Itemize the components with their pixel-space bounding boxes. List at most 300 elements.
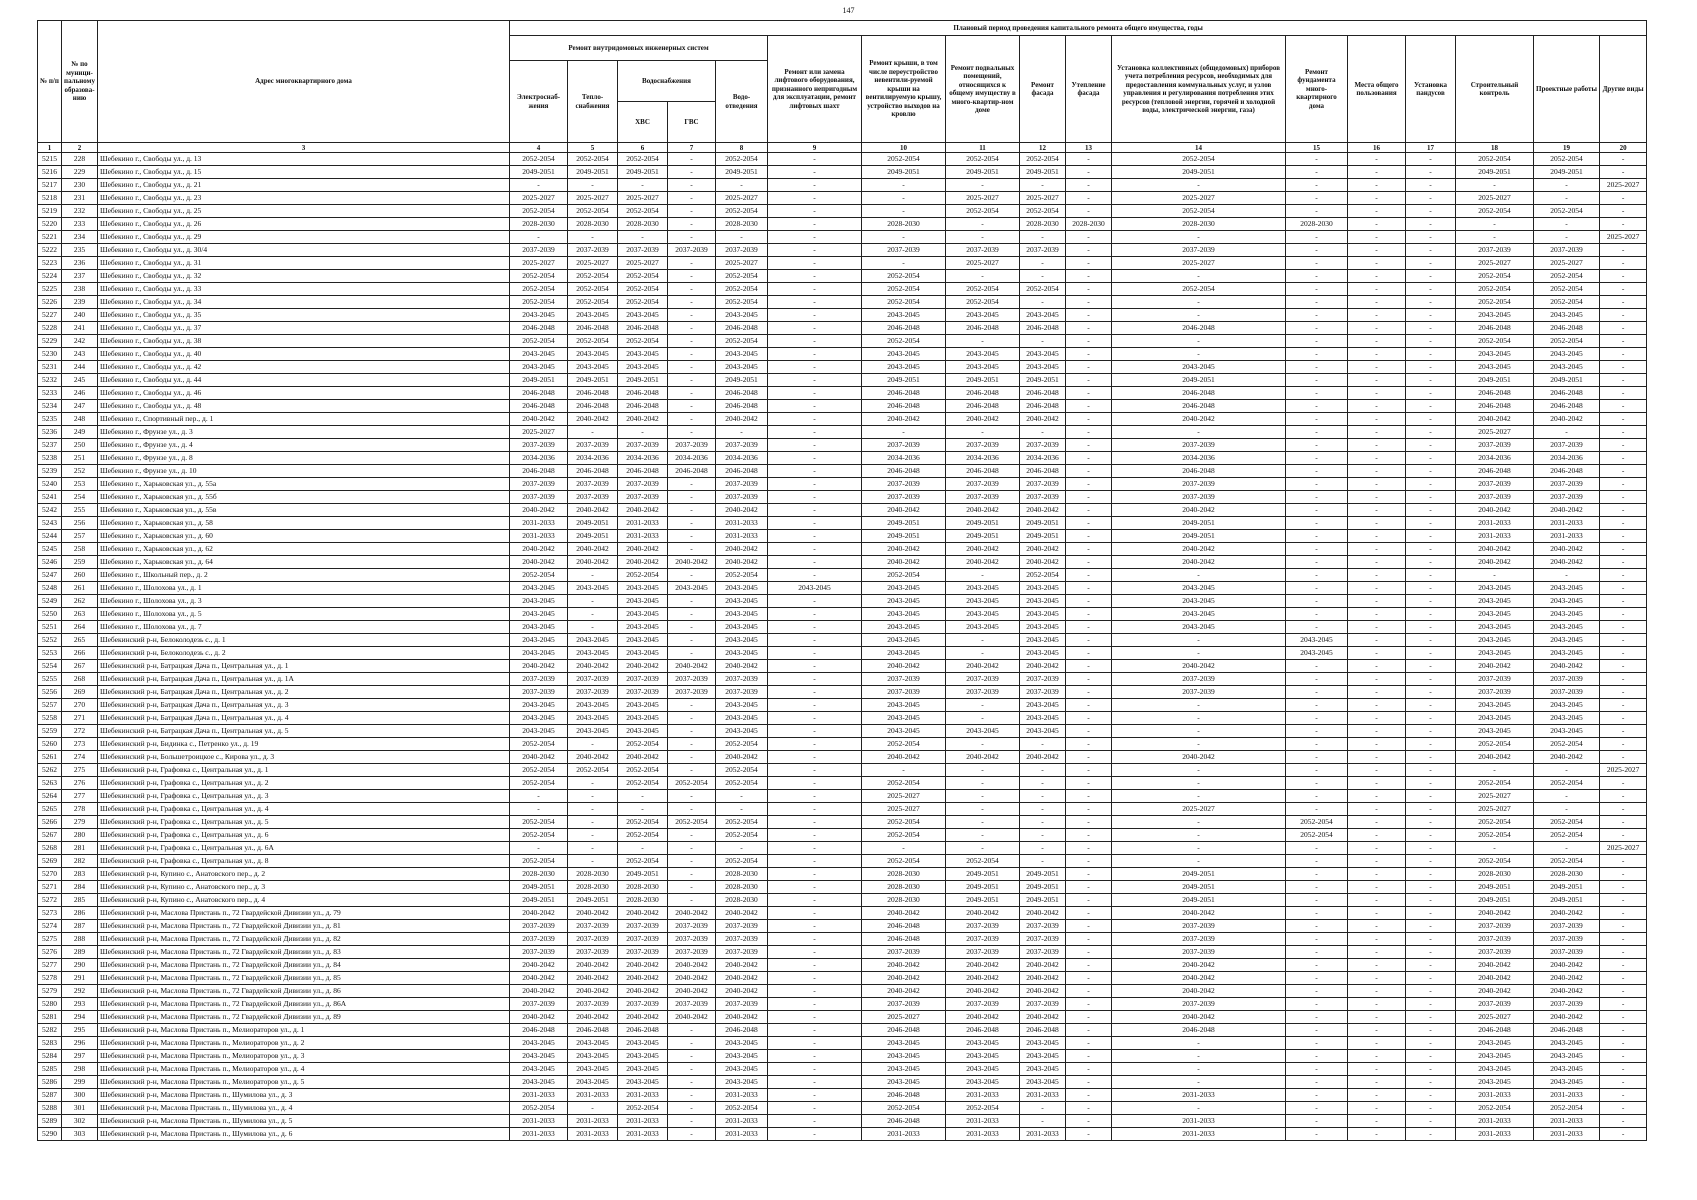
heat-cell: 2052-2054 bbox=[568, 153, 618, 166]
electric-cell: 2052-2054 bbox=[510, 764, 568, 777]
row-num-cell: 5280 bbox=[38, 998, 62, 1011]
ramps-cell: - bbox=[1406, 1037, 1456, 1050]
gvs-cell: - bbox=[668, 764, 716, 777]
insulation-cell: - bbox=[1066, 348, 1112, 361]
address-cell: Шебекинский р-н, Маслова Пристань п., Мелиораторов ул., д. 2 bbox=[98, 1037, 510, 1050]
ramps-cell: - bbox=[1406, 166, 1456, 179]
row-num-cell: 5251 bbox=[38, 621, 62, 634]
column-number: 10 bbox=[862, 143, 946, 153]
basement-cell: 2040-2042 bbox=[946, 1011, 1020, 1024]
heat-cell: 2043-2045 bbox=[568, 348, 618, 361]
address-cell: Шебекинский р-н, Маслова Пристань п., 72 Гвардейской Дивизии ул., д. 86А bbox=[98, 998, 510, 1011]
meters-cell: 2037-2039 bbox=[1112, 439, 1286, 452]
meters-cell: 2040-2042 bbox=[1112, 660, 1286, 673]
common-areas-cell: - bbox=[1348, 777, 1406, 790]
construction-control-cell: 2052-2054 bbox=[1456, 296, 1534, 309]
roof-cell: 2040-2042 bbox=[862, 556, 946, 569]
basement-cell: 2025-2027 bbox=[946, 192, 1020, 205]
mun-num-cell: 249 bbox=[62, 426, 98, 439]
electric-cell: - bbox=[510, 179, 568, 192]
table-row bbox=[38, 374, 1647, 387]
design-cell: - bbox=[1534, 426, 1600, 439]
foundation-cell: - bbox=[1286, 1024, 1348, 1037]
table-row bbox=[38, 777, 1647, 790]
ramps-cell: - bbox=[1406, 569, 1456, 582]
address-cell: Шебекино г., Фрунзе ул., д. 3 bbox=[98, 426, 510, 439]
gvs-cell: - bbox=[668, 725, 716, 738]
row-num-cell: 5231 bbox=[38, 361, 62, 374]
electric-cell: 2025-2027 bbox=[510, 192, 568, 205]
table-row bbox=[38, 413, 1647, 426]
meters-cell: 2040-2042 bbox=[1112, 751, 1286, 764]
heat-cell: 2037-2039 bbox=[568, 673, 618, 686]
heat-cell: 2028-2030 bbox=[568, 218, 618, 231]
gvs-cell: - bbox=[668, 283, 716, 296]
column-number: 19 bbox=[1534, 143, 1600, 153]
heat-cell: 2040-2042 bbox=[568, 660, 618, 673]
facade-cell: 2043-2045 bbox=[1020, 1037, 1066, 1050]
common-areas-cell: - bbox=[1348, 907, 1406, 920]
heat-cell: 2037-2039 bbox=[568, 439, 618, 452]
facade-cell: 2040-2042 bbox=[1020, 751, 1066, 764]
gvs-cell: - bbox=[668, 803, 716, 816]
sewer-cell: 2037-2039 bbox=[716, 491, 768, 504]
heat-cell: - bbox=[568, 569, 618, 582]
other-cell: - bbox=[1600, 907, 1647, 920]
facade-cell: 2037-2039 bbox=[1020, 673, 1066, 686]
facade-cell: 2037-2039 bbox=[1020, 478, 1066, 491]
gvs-cell: 2040-2042 bbox=[668, 972, 716, 985]
lift-cell: - bbox=[768, 543, 862, 556]
lift-cell: - bbox=[768, 842, 862, 855]
foundation-cell: - bbox=[1286, 504, 1348, 517]
common-areas-cell: - bbox=[1348, 972, 1406, 985]
roof-cell: 2025-2027 bbox=[862, 803, 946, 816]
table-row bbox=[38, 283, 1647, 296]
heat-cell: 2046-2048 bbox=[568, 387, 618, 400]
design-cell: - bbox=[1534, 218, 1600, 231]
mun-num-cell: 257 bbox=[62, 530, 98, 543]
design-cell: 2052-2054 bbox=[1534, 855, 1600, 868]
table-row bbox=[38, 166, 1647, 179]
facade-cell: 2043-2045 bbox=[1020, 595, 1066, 608]
gvs-cell: - bbox=[668, 153, 716, 166]
header-mun-num: № по муници-пальному образова-нию bbox=[62, 21, 98, 143]
ramps-cell: - bbox=[1406, 491, 1456, 504]
lift-cell: - bbox=[768, 738, 862, 751]
meters-cell: 2043-2045 bbox=[1112, 608, 1286, 621]
mun-num-cell: 266 bbox=[62, 647, 98, 660]
mun-num-cell: 277 bbox=[62, 790, 98, 803]
heat-cell: 2046-2048 bbox=[568, 465, 618, 478]
construction-control-cell: 2043-2045 bbox=[1456, 1037, 1534, 1050]
heat-cell: 2043-2045 bbox=[568, 712, 618, 725]
common-areas-cell: - bbox=[1348, 530, 1406, 543]
meters-cell: 2040-2042 bbox=[1112, 972, 1286, 985]
design-cell: 2040-2042 bbox=[1534, 504, 1600, 517]
heat-cell: 2040-2042 bbox=[568, 751, 618, 764]
meters-cell: 2049-2051 bbox=[1112, 517, 1286, 530]
facade-cell: 2037-2039 bbox=[1020, 244, 1066, 257]
electric-cell: 2037-2039 bbox=[510, 439, 568, 452]
design-cell: 2031-2033 bbox=[1534, 530, 1600, 543]
basement-cell: 2052-2054 bbox=[946, 296, 1020, 309]
electric-cell: 2043-2045 bbox=[510, 1050, 568, 1063]
sewer-cell: - bbox=[716, 842, 768, 855]
construction-control-cell: 2028-2030 bbox=[1456, 868, 1534, 881]
ramps-cell: - bbox=[1406, 153, 1456, 166]
row-num-cell: 5282 bbox=[38, 1024, 62, 1037]
foundation-cell: - bbox=[1286, 1063, 1348, 1076]
other-cell: - bbox=[1600, 855, 1647, 868]
basement-cell: 2043-2045 bbox=[946, 725, 1020, 738]
header-design: Проектные работы bbox=[1534, 36, 1600, 143]
lift-cell: - bbox=[768, 764, 862, 777]
common-areas-cell: - bbox=[1348, 218, 1406, 231]
gvs-cell: - bbox=[668, 166, 716, 179]
common-areas-cell: - bbox=[1348, 1128, 1406, 1141]
construction-control-cell: 2052-2054 bbox=[1456, 270, 1534, 283]
construction-control-cell: 2031-2033 bbox=[1456, 1115, 1534, 1128]
heat-cell: 2037-2039 bbox=[568, 933, 618, 946]
meters-cell: 2049-2051 bbox=[1112, 374, 1286, 387]
facade-cell: 2049-2051 bbox=[1020, 374, 1066, 387]
address-cell: Шебекинский р-н, Батрацкая Дача п., Центральная ул., д. 2 bbox=[98, 686, 510, 699]
design-cell: 2052-2054 bbox=[1534, 738, 1600, 751]
meters-cell: 2040-2042 bbox=[1112, 1011, 1286, 1024]
basement-cell: 2052-2054 bbox=[946, 153, 1020, 166]
electric-cell: - bbox=[510, 803, 568, 816]
insulation-cell: - bbox=[1066, 582, 1112, 595]
insulation-cell: 2028-2030 bbox=[1066, 218, 1112, 231]
insulation-cell: - bbox=[1066, 530, 1112, 543]
ramps-cell: - bbox=[1406, 543, 1456, 556]
other-cell: - bbox=[1600, 920, 1647, 933]
gvs-cell: 2040-2042 bbox=[668, 985, 716, 998]
mun-num-cell: 287 bbox=[62, 920, 98, 933]
meters-cell: - bbox=[1112, 816, 1286, 829]
facade-cell: - bbox=[1020, 1115, 1066, 1128]
other-cell: - bbox=[1600, 1115, 1647, 1128]
mun-num-cell: 262 bbox=[62, 595, 98, 608]
electric-cell: 2037-2039 bbox=[510, 673, 568, 686]
lift-cell: - bbox=[768, 959, 862, 972]
meters-cell: 2025-2027 bbox=[1112, 257, 1286, 270]
foundation-cell: - bbox=[1286, 166, 1348, 179]
heat-cell: - bbox=[568, 608, 618, 621]
header-engineering: Ремонт внутридомовых инженерных систем bbox=[510, 36, 768, 61]
basement-cell: 2046-2048 bbox=[946, 322, 1020, 335]
facade-cell: 2049-2051 bbox=[1020, 894, 1066, 907]
common-areas-cell: - bbox=[1348, 881, 1406, 894]
ramps-cell: - bbox=[1406, 959, 1456, 972]
address-cell: Шебекино г., Свободы ул., д. 29 bbox=[98, 231, 510, 244]
ramps-cell: - bbox=[1406, 179, 1456, 192]
facade-cell: 2049-2051 bbox=[1020, 517, 1066, 530]
facade-cell: 2046-2048 bbox=[1020, 387, 1066, 400]
insulation-cell: - bbox=[1066, 400, 1112, 413]
address-cell: Шебекино г., Свободы ул., д. 21 bbox=[98, 179, 510, 192]
sewer-cell: 2052-2054 bbox=[716, 153, 768, 166]
sewer-cell: 2052-2054 bbox=[716, 270, 768, 283]
meters-cell: 2046-2048 bbox=[1112, 465, 1286, 478]
hvs-cell: 2040-2042 bbox=[618, 751, 668, 764]
common-areas-cell: - bbox=[1348, 1037, 1406, 1050]
hvs-cell: - bbox=[618, 842, 668, 855]
address-cell: Шебекино г., Свободы ул., д. 46 bbox=[98, 387, 510, 400]
roof-cell: 2043-2045 bbox=[862, 582, 946, 595]
construction-control-cell: 2046-2048 bbox=[1456, 322, 1534, 335]
construction-control-cell: 2052-2054 bbox=[1456, 816, 1534, 829]
common-areas-cell: - bbox=[1348, 933, 1406, 946]
design-cell: 2040-2042 bbox=[1534, 660, 1600, 673]
lift-cell: - bbox=[768, 660, 862, 673]
row-num-cell: 5241 bbox=[38, 491, 62, 504]
ramps-cell: - bbox=[1406, 400, 1456, 413]
roof-cell: 2046-2048 bbox=[862, 465, 946, 478]
address-cell: Шебекинский р-н, Батрацкая Дача п., Центральная ул., д. 4 bbox=[98, 712, 510, 725]
construction-control-cell: 2031-2033 bbox=[1456, 1128, 1534, 1141]
roof-cell: 2052-2054 bbox=[862, 738, 946, 751]
foundation-cell: - bbox=[1286, 868, 1348, 881]
facade-cell: 2040-2042 bbox=[1020, 1011, 1066, 1024]
mun-num-cell: 236 bbox=[62, 257, 98, 270]
facade-cell: - bbox=[1020, 1102, 1066, 1115]
insulation-cell: - bbox=[1066, 309, 1112, 322]
roof-cell: 2037-2039 bbox=[862, 478, 946, 491]
other-cell: - bbox=[1600, 192, 1647, 205]
basement-cell: 2043-2045 bbox=[946, 309, 1020, 322]
roof-cell: 2049-2051 bbox=[862, 517, 946, 530]
hvs-cell: 2052-2054 bbox=[618, 153, 668, 166]
mun-num-cell: 268 bbox=[62, 673, 98, 686]
row-num-cell: 5215 bbox=[38, 153, 62, 166]
basement-cell: 2043-2045 bbox=[946, 1063, 1020, 1076]
meters-cell: 2031-2033 bbox=[1112, 1115, 1286, 1128]
hvs-cell: 2052-2054 bbox=[618, 777, 668, 790]
column-number: 13 bbox=[1066, 143, 1112, 153]
common-areas-cell: - bbox=[1348, 556, 1406, 569]
sewer-cell: 2034-2036 bbox=[716, 452, 768, 465]
electric-cell: - bbox=[510, 231, 568, 244]
common-areas-cell: - bbox=[1348, 296, 1406, 309]
construction-control-cell: 2037-2039 bbox=[1456, 673, 1534, 686]
foundation-cell: - bbox=[1286, 595, 1348, 608]
common-areas-cell: - bbox=[1348, 569, 1406, 582]
facade-cell: 2043-2045 bbox=[1020, 1050, 1066, 1063]
sewer-cell: 2037-2039 bbox=[716, 439, 768, 452]
ramps-cell: - bbox=[1406, 361, 1456, 374]
heat-cell: 2043-2045 bbox=[568, 725, 618, 738]
construction-control-cell: 2037-2039 bbox=[1456, 478, 1534, 491]
other-cell: - bbox=[1600, 608, 1647, 621]
electric-cell: 2052-2054 bbox=[510, 283, 568, 296]
basement-cell: - bbox=[946, 738, 1020, 751]
roof-cell: 2040-2042 bbox=[862, 972, 946, 985]
header-common-areas: Места общего пользования bbox=[1348, 36, 1406, 143]
row-num-cell: 5223 bbox=[38, 257, 62, 270]
electric-cell: 2043-2045 bbox=[510, 1076, 568, 1089]
insulation-cell: - bbox=[1066, 751, 1112, 764]
foundation-cell: - bbox=[1286, 803, 1348, 816]
meters-cell: - bbox=[1112, 335, 1286, 348]
lift-cell: - bbox=[768, 504, 862, 517]
construction-control-cell: 2049-2051 bbox=[1456, 894, 1534, 907]
lift-cell: - bbox=[768, 1037, 862, 1050]
construction-control-cell: 2031-2033 bbox=[1456, 530, 1534, 543]
common-areas-cell: - bbox=[1348, 192, 1406, 205]
mun-num-cell: 243 bbox=[62, 348, 98, 361]
meters-cell: 2037-2039 bbox=[1112, 673, 1286, 686]
other-cell: - bbox=[1600, 335, 1647, 348]
insulation-cell: - bbox=[1066, 244, 1112, 257]
basement-cell: 2049-2051 bbox=[946, 530, 1020, 543]
roof-cell: 2043-2045 bbox=[862, 634, 946, 647]
construction-control-cell: 2043-2045 bbox=[1456, 621, 1534, 634]
other-cell: - bbox=[1600, 517, 1647, 530]
foundation-cell: - bbox=[1286, 933, 1348, 946]
ramps-cell: - bbox=[1406, 647, 1456, 660]
design-cell: 2049-2051 bbox=[1534, 374, 1600, 387]
electric-cell: 2040-2042 bbox=[510, 543, 568, 556]
basement-cell: 2043-2045 bbox=[946, 595, 1020, 608]
basement-cell: - bbox=[946, 426, 1020, 439]
basement-cell: 2049-2051 bbox=[946, 517, 1020, 530]
other-cell: - bbox=[1600, 439, 1647, 452]
foundation-cell: - bbox=[1286, 374, 1348, 387]
other-cell: - bbox=[1600, 712, 1647, 725]
basement-cell: 2037-2039 bbox=[946, 491, 1020, 504]
construction-control-cell: 2034-2036 bbox=[1456, 452, 1534, 465]
common-areas-cell: - bbox=[1348, 179, 1406, 192]
heat-cell: - bbox=[568, 829, 618, 842]
header-electric: Электроснаб-жения bbox=[510, 61, 568, 143]
construction-control-cell: 2052-2054 bbox=[1456, 777, 1534, 790]
meters-cell: 2037-2039 bbox=[1112, 686, 1286, 699]
address-cell: Шебекино г., Фрунзе ул., д. 8 bbox=[98, 452, 510, 465]
common-areas-cell: - bbox=[1348, 790, 1406, 803]
row-num-cell: 5261 bbox=[38, 751, 62, 764]
row-num-cell: 5233 bbox=[38, 387, 62, 400]
table-row bbox=[38, 621, 1647, 634]
gvs-cell: - bbox=[668, 1115, 716, 1128]
sewer-cell: 2037-2039 bbox=[716, 933, 768, 946]
row-num-cell: 5255 bbox=[38, 673, 62, 686]
facade-cell: - bbox=[1020, 816, 1066, 829]
construction-control-cell: 2043-2045 bbox=[1456, 699, 1534, 712]
roof-cell: - bbox=[862, 231, 946, 244]
other-cell: - bbox=[1600, 803, 1647, 816]
hvs-cell: 2043-2045 bbox=[618, 582, 668, 595]
electric-cell: 2049-2051 bbox=[510, 894, 568, 907]
foundation-cell: - bbox=[1286, 608, 1348, 621]
sewer-cell: - bbox=[716, 179, 768, 192]
address-cell: Шебекинский р-н, Графовка с., Центральная ул., д. 2 bbox=[98, 777, 510, 790]
insulation-cell: - bbox=[1066, 803, 1112, 816]
common-areas-cell: - bbox=[1348, 1115, 1406, 1128]
facade-cell: 2043-2045 bbox=[1020, 1076, 1066, 1089]
insulation-cell: - bbox=[1066, 829, 1112, 842]
common-areas-cell: - bbox=[1348, 868, 1406, 881]
lift-cell: - bbox=[768, 465, 862, 478]
other-cell: - bbox=[1600, 322, 1647, 335]
gvs-cell: - bbox=[668, 634, 716, 647]
lift-cell: - bbox=[768, 1089, 862, 1102]
meters-cell: 2043-2045 bbox=[1112, 582, 1286, 595]
row-num-cell: 5226 bbox=[38, 296, 62, 309]
address-cell: Шебекино г., Свободы ул., д. 42 bbox=[98, 361, 510, 374]
electric-cell: 2043-2045 bbox=[510, 309, 568, 322]
gvs-cell: - bbox=[668, 621, 716, 634]
design-cell: 2046-2048 bbox=[1534, 465, 1600, 478]
table-row bbox=[38, 1128, 1647, 1141]
other-cell: - bbox=[1600, 452, 1647, 465]
construction-control-cell: - bbox=[1456, 231, 1534, 244]
mun-num-cell: 272 bbox=[62, 725, 98, 738]
ramps-cell: - bbox=[1406, 1024, 1456, 1037]
hvs-cell: 2043-2045 bbox=[618, 309, 668, 322]
design-cell: 2043-2045 bbox=[1534, 361, 1600, 374]
construction-control-cell: 2043-2045 bbox=[1456, 595, 1534, 608]
meters-cell: 2049-2051 bbox=[1112, 530, 1286, 543]
gvs-cell: - bbox=[668, 309, 716, 322]
foundation-cell: - bbox=[1286, 569, 1348, 582]
mun-num-cell: 244 bbox=[62, 361, 98, 374]
other-cell: 2025-2027 bbox=[1600, 179, 1647, 192]
table-row bbox=[38, 1050, 1647, 1063]
ramps-cell: - bbox=[1406, 985, 1456, 998]
hvs-cell: 2043-2045 bbox=[618, 595, 668, 608]
basement-cell: 2043-2045 bbox=[946, 1050, 1020, 1063]
sewer-cell: 2040-2042 bbox=[716, 413, 768, 426]
foundation-cell: - bbox=[1286, 296, 1348, 309]
common-areas-cell: - bbox=[1348, 725, 1406, 738]
electric-cell: 2043-2045 bbox=[510, 647, 568, 660]
insulation-cell: - bbox=[1066, 946, 1112, 959]
common-areas-cell: - bbox=[1348, 517, 1406, 530]
roof-cell: 2052-2054 bbox=[862, 816, 946, 829]
sewer-cell: 2043-2045 bbox=[716, 1063, 768, 1076]
lift-cell: - bbox=[768, 413, 862, 426]
foundation-cell: - bbox=[1286, 257, 1348, 270]
roof-cell: - bbox=[862, 179, 946, 192]
sewer-cell: - bbox=[716, 231, 768, 244]
heat-cell: 2043-2045 bbox=[568, 1076, 618, 1089]
lift-cell: - bbox=[768, 1024, 862, 1037]
table-row bbox=[38, 296, 1647, 309]
hvs-cell: 2052-2054 bbox=[618, 335, 668, 348]
hvs-cell: 2040-2042 bbox=[618, 985, 668, 998]
design-cell: 2037-2039 bbox=[1534, 933, 1600, 946]
lift-cell: - bbox=[768, 1115, 862, 1128]
design-cell: 2037-2039 bbox=[1534, 439, 1600, 452]
mun-num-cell: 250 bbox=[62, 439, 98, 452]
mun-num-cell: 279 bbox=[62, 816, 98, 829]
facade-cell: - bbox=[1020, 231, 1066, 244]
gvs-cell: - bbox=[668, 530, 716, 543]
lift-cell: - bbox=[768, 790, 862, 803]
common-areas-cell: - bbox=[1348, 413, 1406, 426]
sewer-cell: 2046-2048 bbox=[716, 400, 768, 413]
sewer-cell: 2028-2030 bbox=[716, 894, 768, 907]
mun-num-cell: 252 bbox=[62, 465, 98, 478]
table-row bbox=[38, 439, 1647, 452]
lift-cell: - bbox=[768, 348, 862, 361]
address-cell: Шебекинский р-н, Купино с., Анатовского пер., д. 2 bbox=[98, 868, 510, 881]
common-areas-cell: - bbox=[1348, 361, 1406, 374]
mun-num-cell: 260 bbox=[62, 569, 98, 582]
meters-cell: 2025-2027 bbox=[1112, 803, 1286, 816]
